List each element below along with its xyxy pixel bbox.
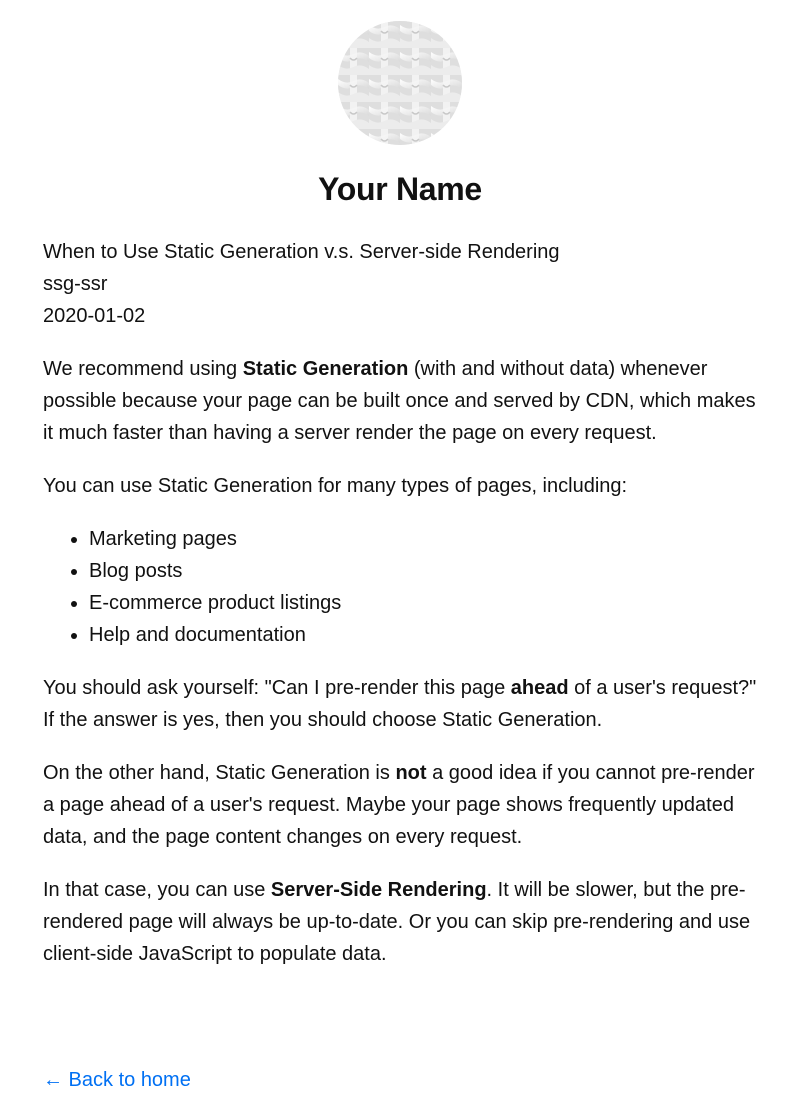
site-name: Your Name [318, 171, 482, 207]
bold-text: not [395, 762, 427, 784]
profile-avatar [338, 21, 462, 145]
paragraph: You can use Static Generation for many types of pages, including: [43, 475, 628, 497]
post-meta [43, 236, 757, 332]
page-types-list [43, 523, 757, 651]
post-date: 2020-01-02 [43, 305, 146, 327]
woven-pattern-image [338, 21, 462, 145]
paragraph: You should ask yourself: "Can I pre-render this page ahead of a user's request?" If the answer is yes, then you should choose Static Generation. [43, 677, 757, 731]
list-item: • E-commerce product listings [89, 587, 757, 619]
list-item: • Marketing pages [89, 523, 757, 555]
post-title: When to Use Static Generation v.s. Server-side Rendering [43, 241, 560, 263]
paragraph: On the other hand, Static Generation is not a good idea if you cannot pre-render a page ahead of a user's request. Maybe your page shows frequently updated data, and the page content changes on every request. [43, 762, 755, 848]
list-item: • Blog posts [89, 555, 757, 587]
site-header [43, 0, 757, 209]
list-item: • Help and documentation [89, 619, 757, 651]
post-article [43, 236, 757, 970]
paragraph: In that case, you can use Server-Side Rendering. It will be slower, but the pre-rendered page will always be up-to-date. Or you can skip pre-rendering and use client-side JavaScript to populate data. [43, 879, 751, 965]
paragraph: We recommend using Static Generation (with and without data) whenever possible because your page can be built once and served by CDN, which makes it much faster than having a server render the page on every request. [43, 358, 756, 444]
bold-text: ahead [510, 677, 569, 699]
bold-text: Static Generation [242, 358, 409, 380]
post-content [43, 353, 757, 970]
bold-text: Server-Side Rendering [270, 879, 487, 901]
back-to-home-link[interactable]: ← Back to home [43, 1069, 191, 1091]
post-id: ssg-ssr [43, 273, 108, 295]
